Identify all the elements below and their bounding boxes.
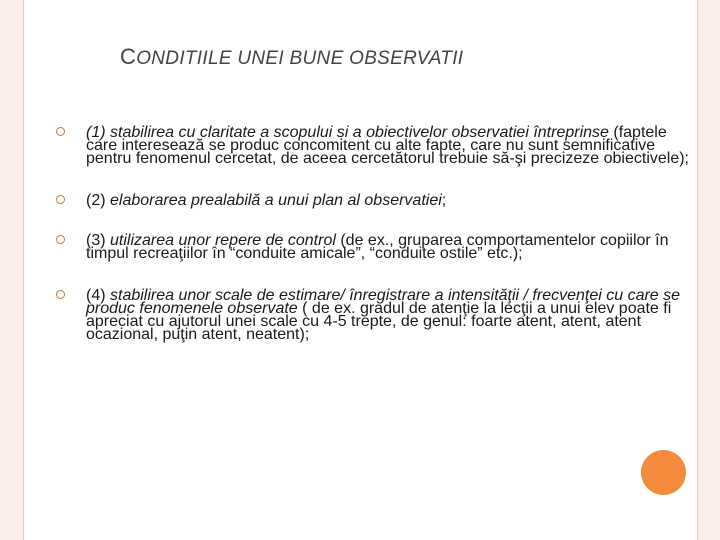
bullet-item [50, 289, 690, 341]
bullet-item [50, 194, 690, 207]
bullet-italic-text: elaborarea prealabilă a unui plan al observatiei [110, 192, 442, 209]
decorative-orange-circle [641, 450, 686, 495]
slide-title [120, 44, 680, 70]
bullet-marker-icon [56, 235, 65, 244]
bullet-text: ( de ex. gradul de atenţie la lecţii a unui elev poate fi apreciat cu ajutorul unei scale cu 4-5 trepte, de genul: foarte atent, atent, atent ocazional, puţin atent, neatent); [86, 300, 672, 343]
bullet-list [50, 126, 690, 341]
bullet-marker-icon [56, 290, 65, 299]
bullet-text: (faptele care interesează se produc concomitent cu alte fapte, care nu sunt semnificative pentru fenomenul cercetat, de aceea cercetătorul trebuie să-şi precizeze obiectivele); [86, 124, 689, 167]
bullet-prefix: (4) [86, 287, 110, 304]
bullet-text: (de ex., gruparea comportamentelor copiilor în timpul recreaţiilor în “conduite amicale”, “conduite ostile” etc.); [86, 232, 669, 262]
title-rest: ONDITIILE UNEI BUNE OBSERVATII [136, 48, 464, 69]
bullet-item [50, 126, 690, 165]
bullet-marker-icon [56, 195, 65, 204]
bullet-prefix: (2) [86, 192, 110, 209]
bullet-italic-text: (1) stabilirea cu claritate a scopului si a obiectivelor observatiei întreprinse [86, 124, 609, 141]
bullet-text: ; [441, 192, 447, 209]
slide [24, 0, 697, 540]
bullet-prefix: (3) [86, 232, 110, 249]
bullet-italic-text: utilizarea unor repere de control [110, 232, 336, 249]
bullet-italic-text: stabilirea unor scale de estimare/ înregistrare a intensităţii / frecvenţei cu care se produc fenomenele observate [86, 287, 681, 317]
title-first-letter: C [120, 44, 137, 69]
right-frame-line [697, 0, 698, 540]
bullet-marker-icon [56, 127, 65, 136]
bullet-item [50, 234, 690, 260]
